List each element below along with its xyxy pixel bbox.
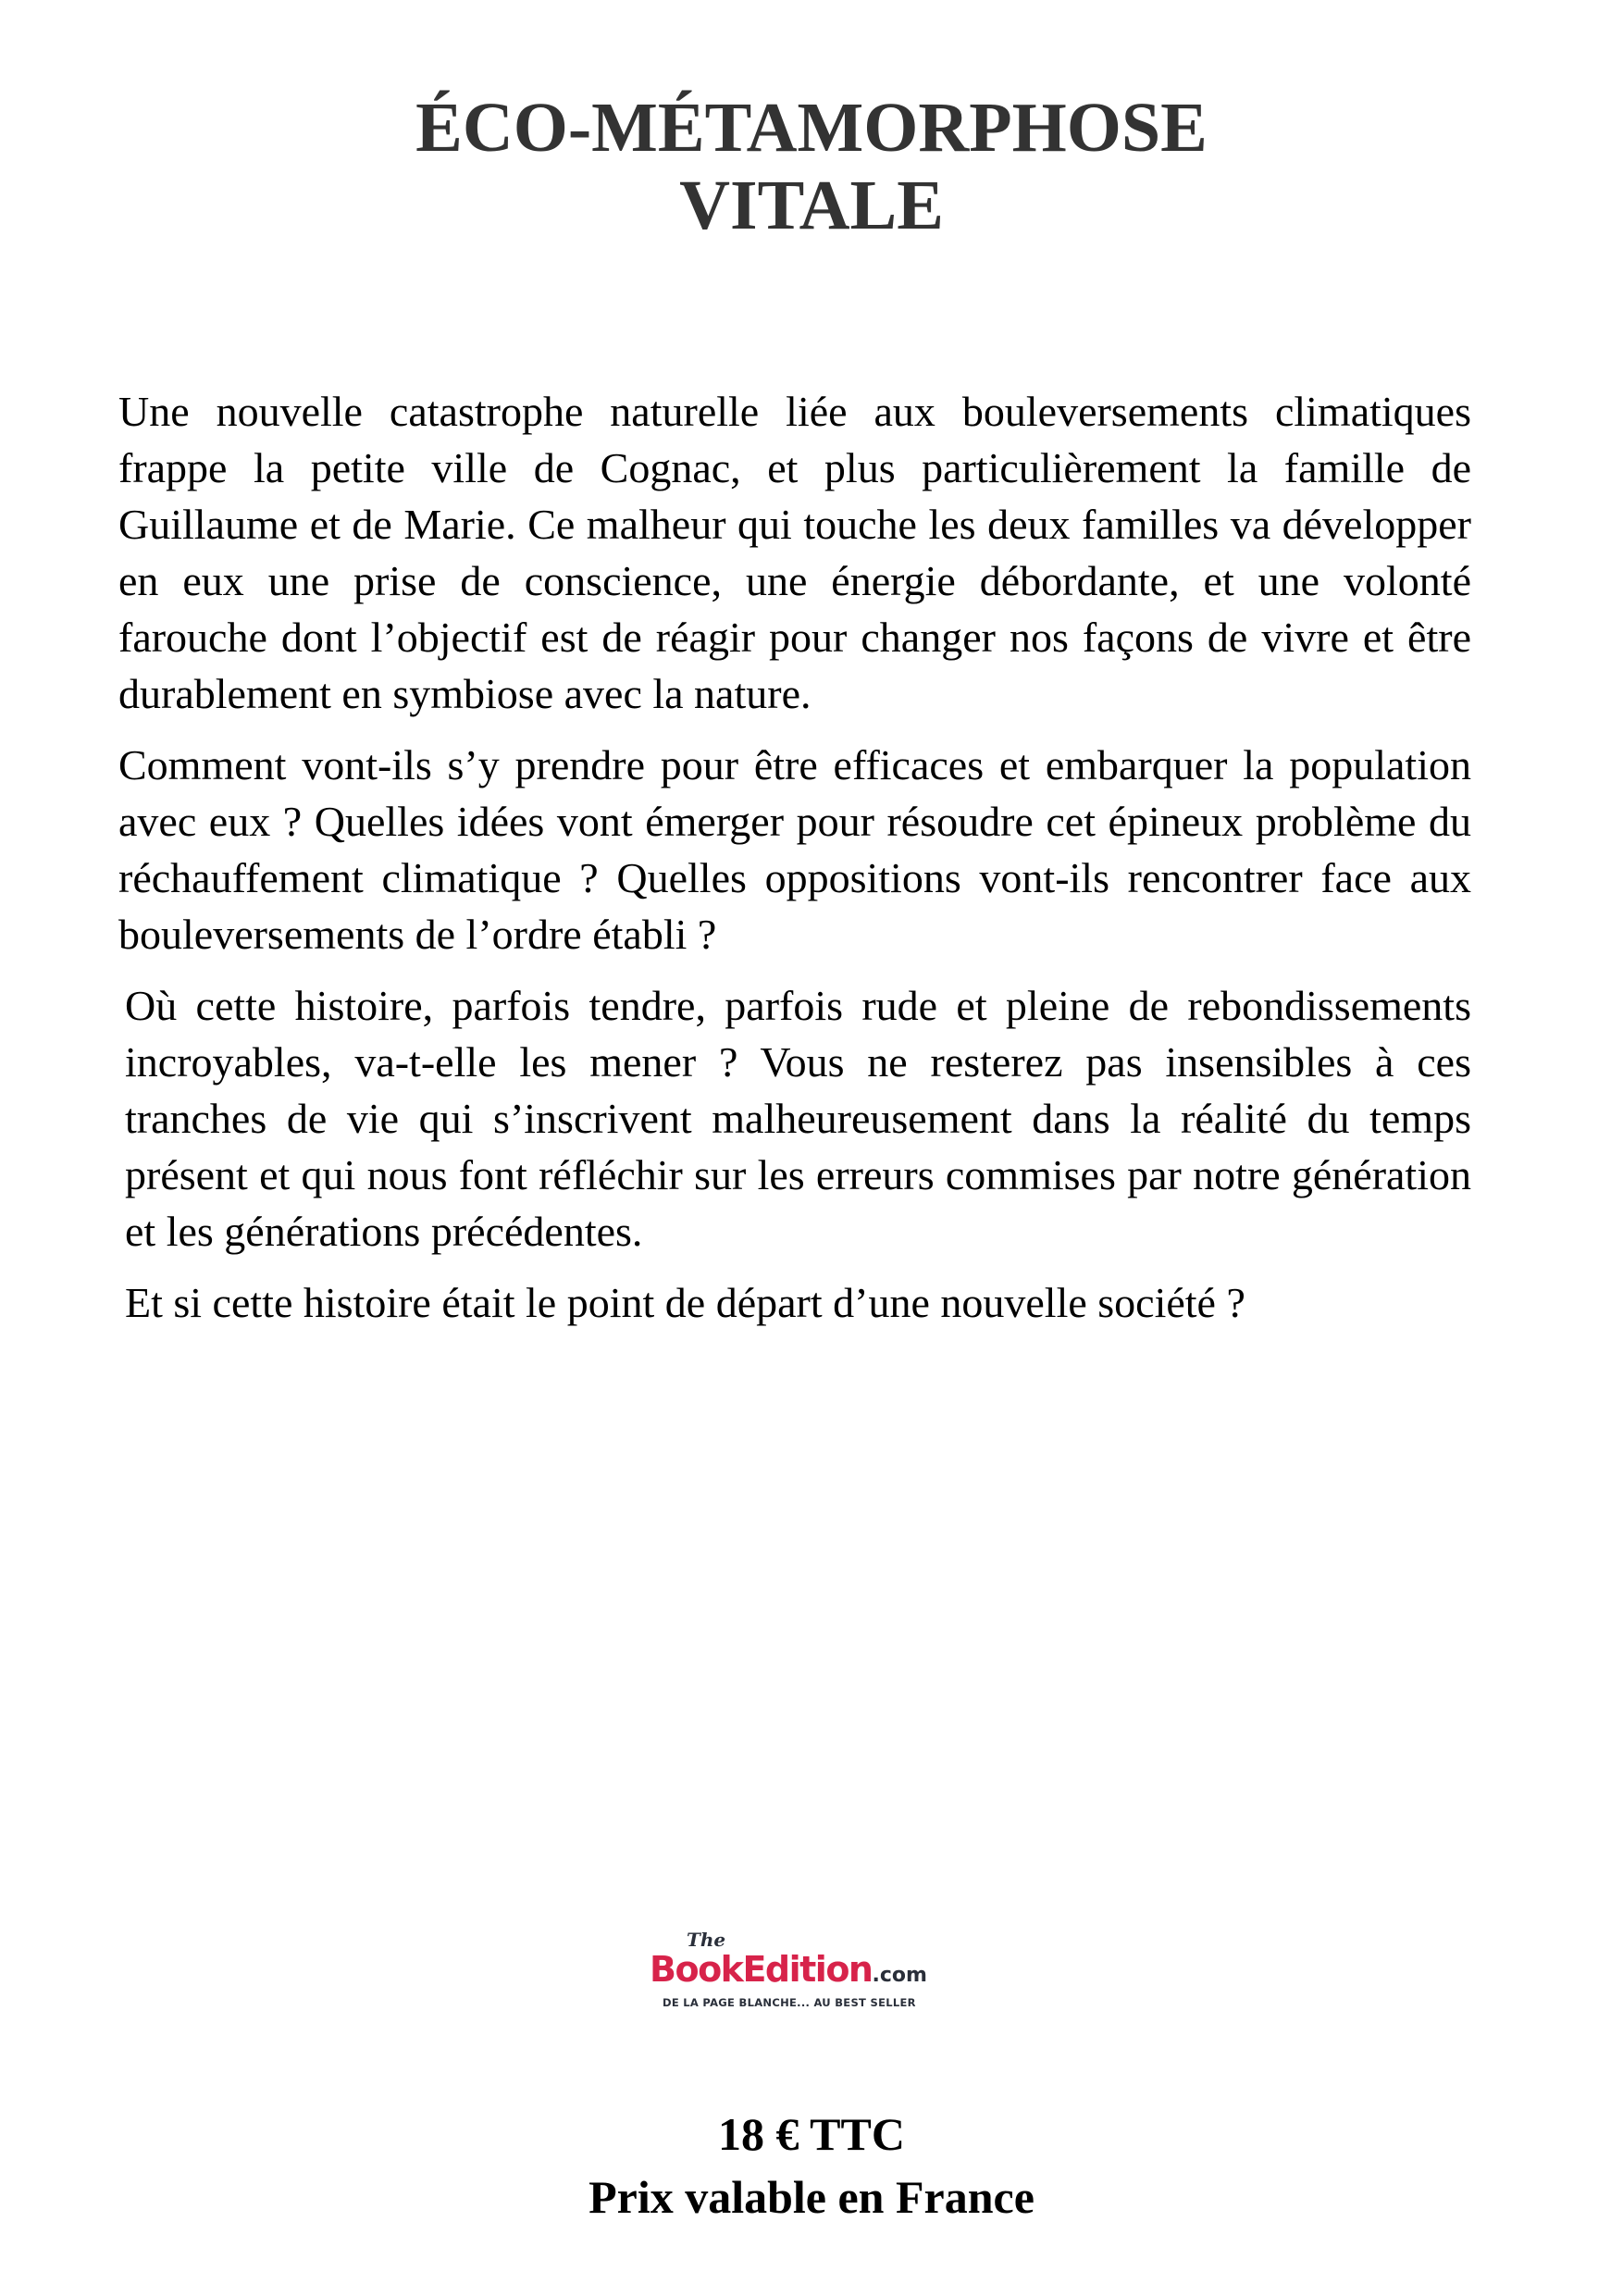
book-title-line-2: VITALE [679,167,944,244]
book-title-line-1: ÉCO-MÉTAMORPHOSE [415,89,1208,167]
paragraph-text: Une nouvelle catastrophe naturelle liée aux bouleversements climatiques frappe la petite ville de Cognac, et plus particulièrement la famille de Guillaume et de Marie. Ce malheur qui touche les deux familles va développer en eux une prise de conscience, une énergie débordante, et une volonté farouche dont l’objectif est de réagir pour changer nos façons de vivre et être durablement en symbiose avec la nature. [118,388,1471,717]
logo-the: The [687,1929,726,1951]
footer-block [0,1930,1623,2228]
logo-name: BookEdition [650,1949,873,1990]
synopsis-paragraph-3 [125,977,1471,1260]
price-block [0,2103,1623,2228]
logo-suffix: .com [872,1964,927,1987]
paragraph-text: Et si cette histoire était le point de départ d’une nouvelle société ? [125,1279,1245,1326]
price-amount: 18 € TTC [718,2108,905,2160]
synopsis-paragraph-4 [125,1274,1471,1331]
paragraph-text: Où cette histoire, parfois tendre, parfois rude et pleine de rebondissements incroyables, va-t-elle les mener ? Vous ne resterez pas insensibles à ces tranches de vie qui s’inscrivent malheureusement dans la réalité du temps présent et qui nous font réfléchir sur les erreurs commises par notre génération et les générations précédentes. [125,982,1471,1255]
synopsis [118,383,1471,1331]
book-title [0,89,1623,244]
synopsis-paragraph-2 [118,737,1471,962]
logo-tagline: DE LA PAGE BLANCHE... AU BEST SELLER [663,1996,916,2009]
logo-wordmark [650,1950,927,1995]
synopsis-paragraph-1 [118,383,1471,722]
price-note: Prix valable en France [588,2171,1035,2223]
paragraph-text: Comment vont-ils s’y prendre pour être efficaces et embarquer la population avec eux ? Quelles idées vont émerger pour résoudre cet épineux problème du réchauffement climatique ? Quelles oppositions vont-ils rencontrer face aux bouleversements de l’ordre établi ? [118,741,1471,958]
publisher-logo [640,1930,983,2010]
